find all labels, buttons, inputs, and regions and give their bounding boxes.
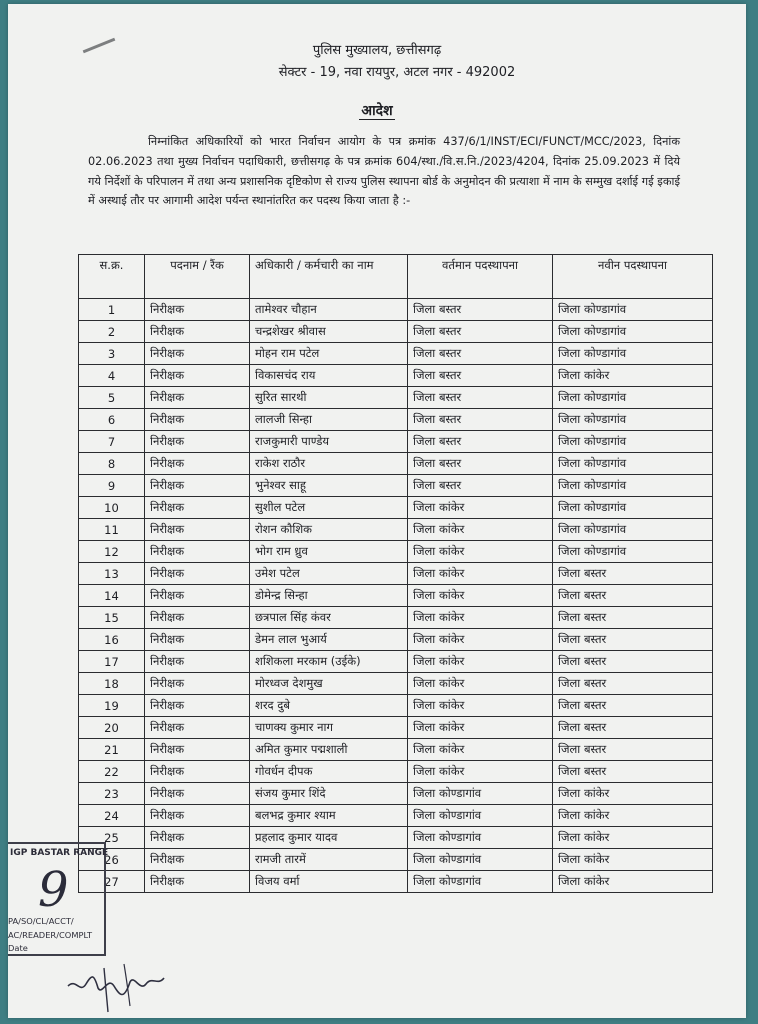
table-row (79, 761, 713, 783)
table-row (79, 299, 713, 321)
serial-cell: 13 (79, 563, 145, 585)
current-posting-cell: जिला बस्तर (408, 409, 553, 431)
rank-cell: निरीक्षक (145, 783, 250, 805)
serial-cell: 23 (79, 783, 145, 805)
table-row (79, 519, 713, 541)
current-posting-cell: जिला बस्तर (408, 453, 553, 475)
new-posting-cell: जिला कोण्डागांव (553, 475, 713, 497)
table-row (79, 497, 713, 519)
name-cell: लालजी सिन्हा (250, 409, 408, 431)
new-posting-cell: जिला कांकेर (553, 805, 713, 827)
name-cell: डेमन लाल भुआर्य (250, 629, 408, 651)
name-cell: रोशन कौशिक (250, 519, 408, 541)
office-name: पुलिस मुख्यालय, छत्तीसगढ़ (312, 43, 442, 58)
current-posting-cell: जिला कोण्डागांव (408, 783, 553, 805)
new-posting-cell: जिला बस्तर (553, 695, 713, 717)
new-posting-cell: जिला कांकेर (553, 871, 713, 893)
order-paragraph: निम्नांकित अधिकारियों को भारत निर्वाचन आयोग के पत्र क्रमांक 437/6/1/INST/ECI/FUNCT/MCC/2023, दिनांक 02.06.2023 तथा मुख्य निर्वाचन पदाधिकारी, छत्तीसगढ़ के पत्र क्रमांक 604/स्था./वि.स.नि./2023/4204, दिनांक 25.09.2023 में दिये गये निर्देशों के परिपालन में तथा अन्य प्रशासनिक दृष्टिकोण से राज्य पुलिस स्थापना बोर्ड के अनुमोदन की प्रत्याशा में नाम के सम्मुख दर्शाई गई इकाई में अस्थाई तौर पर आगामी आदेश पर्यन्त स्थानांतरित कर पदस्थ किया जाता है :- (88, 135, 680, 208)
name-cell: विजय वर्मा (250, 871, 408, 893)
rank-cell: निरीक्षक (145, 761, 250, 783)
rank-cell: निरीक्षक (145, 805, 250, 827)
table-row (79, 365, 713, 387)
current-posting-cell: जिला कांकेर (408, 717, 553, 739)
name-cell: राजकुमारी पाण्डेय (250, 431, 408, 453)
rank-cell: निरीक्षक (145, 497, 250, 519)
rank-cell: निरीक्षक (145, 409, 250, 431)
current-posting-cell: जिला कोण्डागांव (408, 805, 553, 827)
name-cell: गोवर्धन दीपक (250, 761, 408, 783)
col-header-rank: पदनाम / रैंक (145, 255, 250, 299)
current-posting-cell: जिला बस्तर (408, 365, 553, 387)
table-row (79, 607, 713, 629)
rank-cell: निरीक्षक (145, 607, 250, 629)
rank-cell: निरीक्षक (145, 453, 250, 475)
new-posting-cell: जिला बस्तर (553, 717, 713, 739)
new-posting-cell: जिला कोण्डागांव (553, 321, 713, 343)
rank-cell: निरीक्षक (145, 849, 250, 871)
table-row (79, 585, 713, 607)
serial-cell: 16 (79, 629, 145, 651)
rank-cell: निरीक्षक (145, 431, 250, 453)
name-cell: भुनेश्वर साहू (250, 475, 408, 497)
col-header-name: अधिकारी / कर्मचारी का नाम (250, 255, 408, 299)
name-cell: चन्द्रशेखर श्रीवास (250, 321, 408, 343)
current-posting-cell: जिला बस्तर (408, 387, 553, 409)
rank-cell: निरीक्षक (145, 871, 250, 893)
table-row (79, 431, 713, 453)
current-posting-cell: जिला बस्तर (408, 431, 553, 453)
current-posting-cell: जिला कांकेर (408, 673, 553, 695)
serial-cell: 24 (79, 805, 145, 827)
new-posting-cell: जिला कोण्डागांव (553, 299, 713, 321)
serial-cell: 10 (79, 497, 145, 519)
current-posting-cell: जिला कांकेर (408, 651, 553, 673)
new-posting-cell: जिला कोण्डागांव (553, 387, 713, 409)
current-posting-cell: जिला बस्तर (408, 321, 553, 343)
serial-cell: 11 (79, 519, 145, 541)
col-header-new-posting: नवीन पदस्थापना (553, 255, 713, 299)
table-row (79, 805, 713, 827)
current-posting-cell: जिला कोण्डागांव (408, 871, 553, 893)
table-row (79, 695, 713, 717)
serial-cell: 18 (79, 673, 145, 695)
new-posting-cell: जिला कांकेर (553, 849, 713, 871)
name-cell: प्रहलाद कुमार यादव (250, 827, 408, 849)
current-posting-cell: जिला कोण्डागांव (408, 849, 553, 871)
stamp-number: 9 (38, 862, 69, 918)
rank-cell: निरीक्षक (145, 475, 250, 497)
rank-cell: निरीक्षक (145, 365, 250, 387)
rank-cell: निरीक्षक (145, 695, 250, 717)
current-posting-cell: जिला बस्तर (408, 475, 553, 497)
rank-cell: निरीक्षक (145, 321, 250, 343)
serial-cell: 2 (79, 321, 145, 343)
serial-cell: 22 (79, 761, 145, 783)
col-header-current-posting: वर्तमान पदस्थापना (408, 255, 553, 299)
rank-cell: निरीक्षक (145, 717, 250, 739)
name-cell: शरद दुबे (250, 695, 408, 717)
serial-cell: 26 (79, 849, 145, 871)
table-row (79, 387, 713, 409)
serial-cell: 15 (79, 607, 145, 629)
new-posting-cell: जिला कांकेर (553, 783, 713, 805)
serial-cell: 12 (79, 541, 145, 563)
serial-cell: 1 (79, 299, 145, 321)
serial-cell: 6 (79, 409, 145, 431)
current-posting-cell: जिला कांकेर (408, 739, 553, 761)
new-posting-cell: जिला बस्तर (553, 629, 713, 651)
table-row (79, 717, 713, 739)
order-title-text: आदेश (361, 103, 393, 119)
stamp-date-label: Date (8, 943, 28, 953)
new-posting-cell: जिला कोण्डागांव (553, 431, 713, 453)
transfer-table (78, 254, 713, 893)
name-cell: डोमेन्द्र सिन्हा (250, 585, 408, 607)
stamp-title: IGP BASTAR RANGE (10, 848, 109, 858)
name-cell: छत्रपाल सिंह कंवर (250, 607, 408, 629)
rank-cell: निरीक्षक (145, 827, 250, 849)
name-cell: मोरध्वज देशमुख (250, 673, 408, 695)
current-posting-cell: जिला कांकेर (408, 563, 553, 585)
serial-cell: 5 (79, 387, 145, 409)
rank-cell: निरीक्षक (145, 299, 250, 321)
serial-cell: 14 (79, 585, 145, 607)
serial-cell: 4 (79, 365, 145, 387)
table-row (79, 783, 713, 805)
document-page (8, 4, 746, 1018)
name-cell: संजय कुमार शिंदे (250, 783, 408, 805)
new-posting-cell: जिला बस्तर (553, 673, 713, 695)
name-cell: भोग राम ध्रुव (250, 541, 408, 563)
new-posting-cell: जिला कोण्डागांव (553, 409, 713, 431)
new-posting-cell: जिला कोण्डागांव (553, 519, 713, 541)
name-cell: विकासचंद राय (250, 365, 408, 387)
current-posting-cell: जिला बस्तर (408, 343, 553, 365)
table-row (79, 849, 713, 871)
table-row (79, 475, 713, 497)
serial-cell: 27 (79, 871, 145, 893)
serial-cell: 8 (79, 453, 145, 475)
table-row (79, 541, 713, 563)
table-row (79, 321, 713, 343)
serial-cell: 3 (79, 343, 145, 365)
new-posting-cell: जिला बस्तर (553, 585, 713, 607)
current-posting-cell: जिला कांकेर (408, 761, 553, 783)
office-stamp (8, 842, 109, 956)
rank-cell: निरीक्षक (145, 739, 250, 761)
current-posting-cell: जिला कोण्डागांव (408, 827, 553, 849)
new-posting-cell: जिला बस्तर (553, 739, 713, 761)
new-posting-cell: जिला कोण्डागांव (553, 453, 713, 475)
name-cell: सुशील पटेल (250, 497, 408, 519)
new-posting-cell: जिला बस्तर (553, 761, 713, 783)
name-cell: रामजी तारमें (250, 849, 408, 871)
current-posting-cell: जिला कांकेर (408, 629, 553, 651)
serial-cell: 20 (79, 717, 145, 739)
name-cell: अमित कुमार पद्मशाली (250, 739, 408, 761)
current-posting-cell: जिला बस्तर (408, 299, 553, 321)
col-header-serial: स.क्र. (79, 255, 145, 299)
table-row (79, 409, 713, 431)
stamp-line-1: PA/SO/CL/ACCT/ (8, 916, 74, 926)
current-posting-cell: जिला कांकेर (408, 541, 553, 563)
new-posting-cell: जिला बस्तर (553, 563, 713, 585)
rank-cell: निरीक्षक (145, 387, 250, 409)
rank-cell: निरीक्षक (145, 585, 250, 607)
name-cell: तामेश्वर चौहान (250, 299, 408, 321)
new-posting-cell: जिला कोण्डागांव (553, 343, 713, 365)
new-posting-cell: जिला कांकेर (553, 827, 713, 849)
table-row (79, 739, 713, 761)
stamp-line-2: AC/READER/COMPLT (8, 930, 93, 940)
rank-cell: निरीक्षक (145, 563, 250, 585)
rank-cell: निरीक्षक (145, 651, 250, 673)
table-row (79, 563, 713, 585)
rank-cell: निरीक्षक (145, 343, 250, 365)
serial-cell: 9 (79, 475, 145, 497)
table-row (79, 827, 713, 849)
name-cell: मोहन राम पटेल (250, 343, 408, 365)
new-posting-cell: जिला कोण्डागांव (553, 497, 713, 519)
new-posting-cell: जिला बस्तर (553, 651, 713, 673)
serial-cell: 19 (79, 695, 145, 717)
current-posting-cell: जिला कांकेर (408, 497, 553, 519)
new-posting-cell: जिला बस्तर (553, 607, 713, 629)
handwritten-signature (64, 956, 174, 1016)
rank-cell: निरीक्षक (145, 673, 250, 695)
table-header-row (79, 255, 713, 299)
table-row (79, 629, 713, 651)
name-cell: शशिकला मरकाम (उईके) (250, 651, 408, 673)
new-posting-cell: जिला कांकेर (553, 365, 713, 387)
serial-cell: 7 (79, 431, 145, 453)
table-row (79, 871, 713, 893)
name-cell: राकेश राठौर (250, 453, 408, 475)
new-posting-cell: जिला कोण्डागांव (553, 541, 713, 563)
table-row (79, 673, 713, 695)
current-posting-cell: जिला कांकेर (408, 519, 553, 541)
table-row (79, 343, 713, 365)
table-row (79, 651, 713, 673)
rank-cell: निरीक्षक (145, 519, 250, 541)
name-cell: चाणक्य कुमार नाग (250, 717, 408, 739)
serial-cell: 17 (79, 651, 145, 673)
current-posting-cell: जिला कांकेर (408, 607, 553, 629)
serial-cell: 21 (79, 739, 145, 761)
name-cell: उमेश पटेल (250, 563, 408, 585)
name-cell: सुरित सारथी (250, 387, 408, 409)
office-address: सेक्टर - 19, नवा रायपुर, अटल नगर - 492002 (278, 65, 516, 80)
rank-cell: निरीक्षक (145, 541, 250, 563)
table-row (79, 453, 713, 475)
serial-cell: 25 (79, 827, 145, 849)
rank-cell: निरीक्षक (145, 629, 250, 651)
current-posting-cell: जिला कांकेर (408, 585, 553, 607)
name-cell: बलभद्र कुमार श्याम (250, 805, 408, 827)
order-title (8, 101, 746, 120)
current-posting-cell: जिला कांकेर (408, 695, 553, 717)
